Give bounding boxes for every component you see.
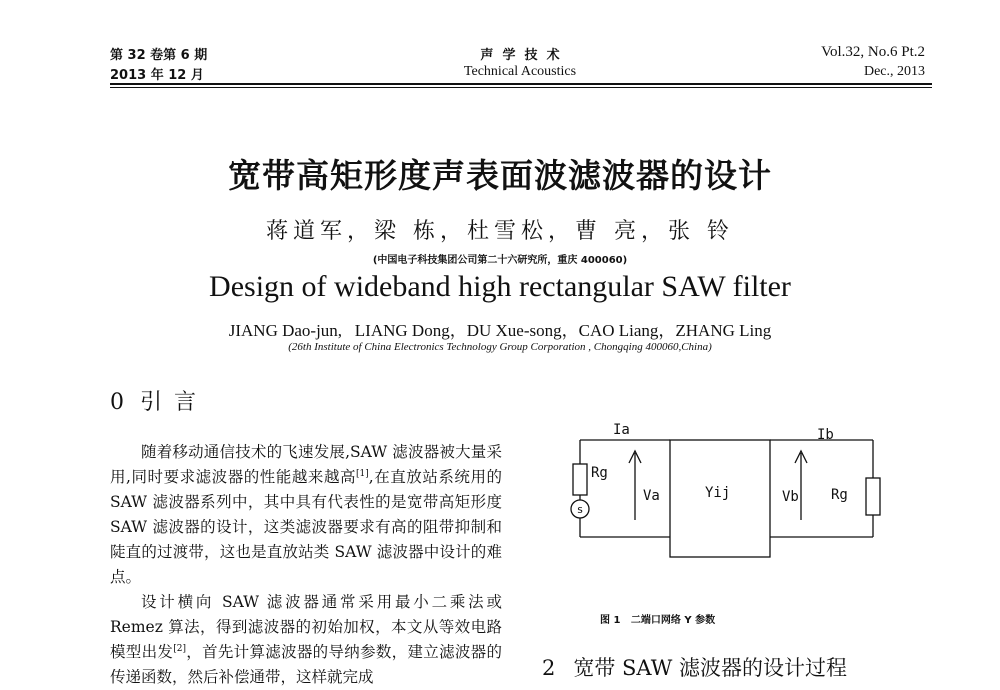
section-heading-design <box>542 652 847 682</box>
section-heading-intro <box>110 385 208 416</box>
affiliation-zh: (中国电子科技集团公司第二十六研究所，重庆 400060) <box>372 255 628 266</box>
section-number: 0 <box>110 390 126 415</box>
figure-caption: 图 1 二端口网络 Y 参数 <box>600 615 716 626</box>
header-rule-thick <box>110 83 932 85</box>
section-number: 2 <box>542 656 556 680</box>
paper-title-zh: 宽带高矩形度声表面波滤波器的设计 <box>228 156 772 195</box>
journal-name-zh: 声 学 技 术 <box>480 48 560 63</box>
label-va: Va <box>643 488 660 504</box>
label-rg-left: Rg <box>591 465 608 481</box>
label-ib: Ib <box>817 427 834 443</box>
paper-title-en: Design of wideband high rectangular SAW filter <box>209 270 791 303</box>
section-title: 宽带 SAW 滤波器的设计过程 <box>573 656 848 680</box>
paragraph-2: 设计横向 SAW 滤波器通常采用最小二乘法或 Remez 算法，得到滤波器的初始加权，本文从等效电路模型出发[2]，首先计算滤波器的导纳参数，建立滤波器的传递函数，然后补偿通带，这样就完成 <box>110 593 502 686</box>
source-resistor <box>573 464 587 495</box>
citation-ref-2[interactable]: [2] <box>173 643 186 654</box>
source-label: s <box>576 503 584 516</box>
journal-name-en: Technical Acoustics <box>463 64 577 79</box>
affiliation-en: (26th Institute of China Electronics Technology Group Corporation , Chongqing 400060,China) <box>288 341 712 353</box>
journal-date-en: Dec., 2013 <box>863 64 925 79</box>
load-resistor <box>866 478 880 515</box>
header-rule-thin <box>110 87 932 88</box>
body-text-column <box>110 440 502 690</box>
journal-volume-zh: 第 32 卷第 6 期 <box>110 48 208 63</box>
authors-en: JIANG Dao-jun, LIANG Dong，DU Xue-song，CAO Liang，ZHANG Ling <box>228 321 772 340</box>
authors-zh: 蒋道军，梁 栋，杜雪松，曹 亮，张 铃 <box>266 219 734 244</box>
paragraph-1: 随着移动通信技术的飞速发展,SAW 滤波器被大量采用,同时要求滤波器的性能越来越高[1],在直放站系统用的 SAW 滤波器系列中，其中具有代表性的是宽带高矩形度 SAW 滤波器的设计，这类滤波器要求有高的阻带抑制和陡直的过渡带，这也是直放站类 SAW 滤波器中设计的难点。 <box>110 443 502 586</box>
section-title: 引言 <box>140 390 209 415</box>
label-ia: Ia <box>613 422 630 438</box>
figure-two-port-network <box>555 420 895 570</box>
label-yij: Yij <box>705 485 731 501</box>
journal-date-zh: 2013 年 12 月 <box>110 68 204 83</box>
label-vb: Vb <box>782 489 799 505</box>
citation-ref-1[interactable]: [1] <box>356 468 369 479</box>
label-rg-right: Rg <box>831 487 848 503</box>
journal-volume-en: Vol.32, No.6 Pt.2 <box>821 44 925 60</box>
